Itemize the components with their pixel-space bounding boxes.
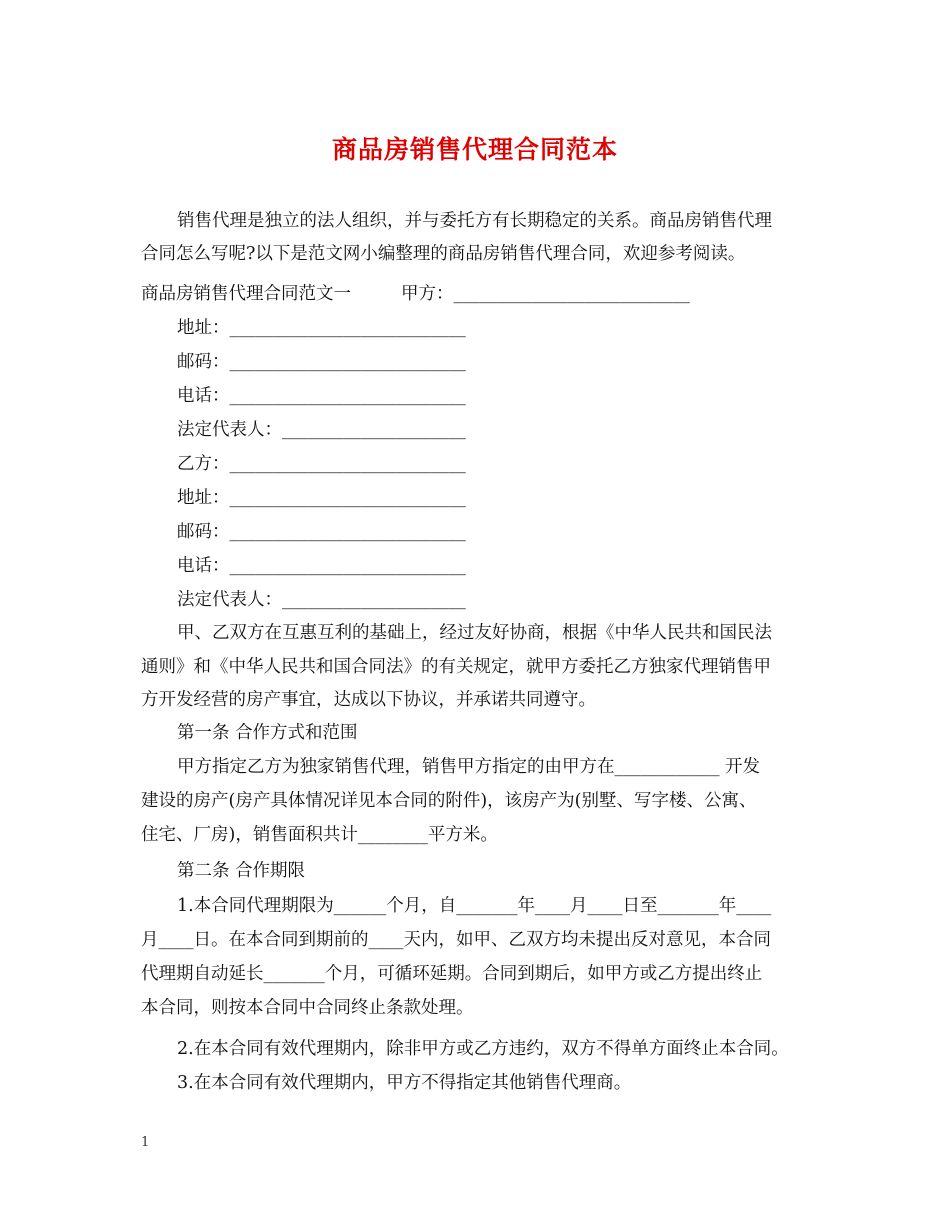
intro-line-1: 销售代理是独立的法人组织，并与委托方有长期稳定的关系。商品房销售代理 bbox=[177, 211, 772, 231]
field-postcode-a: 邮码：___________________________ bbox=[177, 352, 466, 372]
field-address-a: 地址：___________________________ bbox=[177, 318, 466, 338]
page-title: 商品房销售代理合同范本 bbox=[331, 135, 618, 164]
field-party-b: 乙方：___________________________ bbox=[177, 454, 466, 474]
field-legal-rep-b: 法定代表人：_____________________ bbox=[177, 590, 466, 610]
field-phone-a: 电话：___________________________ bbox=[177, 386, 466, 406]
party-a-field: 甲方：___________________________ bbox=[401, 284, 690, 304]
clause-3: 3.在本合同有效代理期内，甲方不得指定其他销售代理商。 bbox=[177, 1073, 632, 1093]
preamble-line-2: 通则》和《中华人民共和国合同法》的有关规定，就甲方委托乙方独家代理销售甲 bbox=[141, 657, 771, 677]
preamble-line-3: 方开发经营的房产事宜，达成以下协议，并承诺共同遵守。 bbox=[141, 690, 596, 710]
article2-line-3: 代理期自动延长_______个月，可循环延期。合同到期后，如甲方或乙方提出终止 bbox=[141, 964, 763, 984]
article2-line-4: 本合同，则按本合同中合同终止条款处理。 bbox=[141, 998, 474, 1018]
article1-heading: 第一条 合作方式和范围 bbox=[177, 723, 358, 743]
article1-line-1: 甲方指定乙方为独家销售代理，销售甲方指定的由甲方在____________ 开发 bbox=[177, 757, 761, 777]
article2-line-2: 月____日。在本合同到期前的____天内，如甲、乙双方均未提出反对意见，本合同 bbox=[141, 930, 771, 950]
field-postcode-b: 邮码：___________________________ bbox=[177, 522, 466, 542]
clause-2: 2.在本合同有效代理期内，除非甲方或乙方违约，双方不得单方面终止本合同。 bbox=[177, 1039, 789, 1059]
field-legal-rep-a: 法定代表人：_____________________ bbox=[177, 420, 466, 440]
sample-heading: 商品房销售代理合同范文一 bbox=[141, 284, 351, 304]
article2-line-1: 1.本合同代理期限为______个月，自_______年____月____日至_______年____ bbox=[177, 896, 772, 916]
intro-line-2: 合同怎么写呢?以下是范文网小编整理的商品房销售代理合同，欢迎参考阅读。 bbox=[141, 244, 746, 264]
field-address-b: 地址：___________________________ bbox=[177, 488, 466, 508]
preamble-line-1: 甲、乙双方在互惠互利的基础上，经过友好协商，根据《中华人民共和国民法 bbox=[177, 623, 772, 643]
field-phone-b: 电话：___________________________ bbox=[177, 556, 466, 576]
article1-line-3: 住宅、厂房)，销售面积共计________平方米。 bbox=[141, 825, 498, 845]
article1-line-2: 建设的房产(房产具体情况详见本合同的附件)，该房产为(别墅、写字楼、公寓、 bbox=[141, 791, 757, 811]
article2-heading: 第二条 合作期限 bbox=[177, 861, 306, 881]
page-number: 1 bbox=[141, 1135, 150, 1150]
